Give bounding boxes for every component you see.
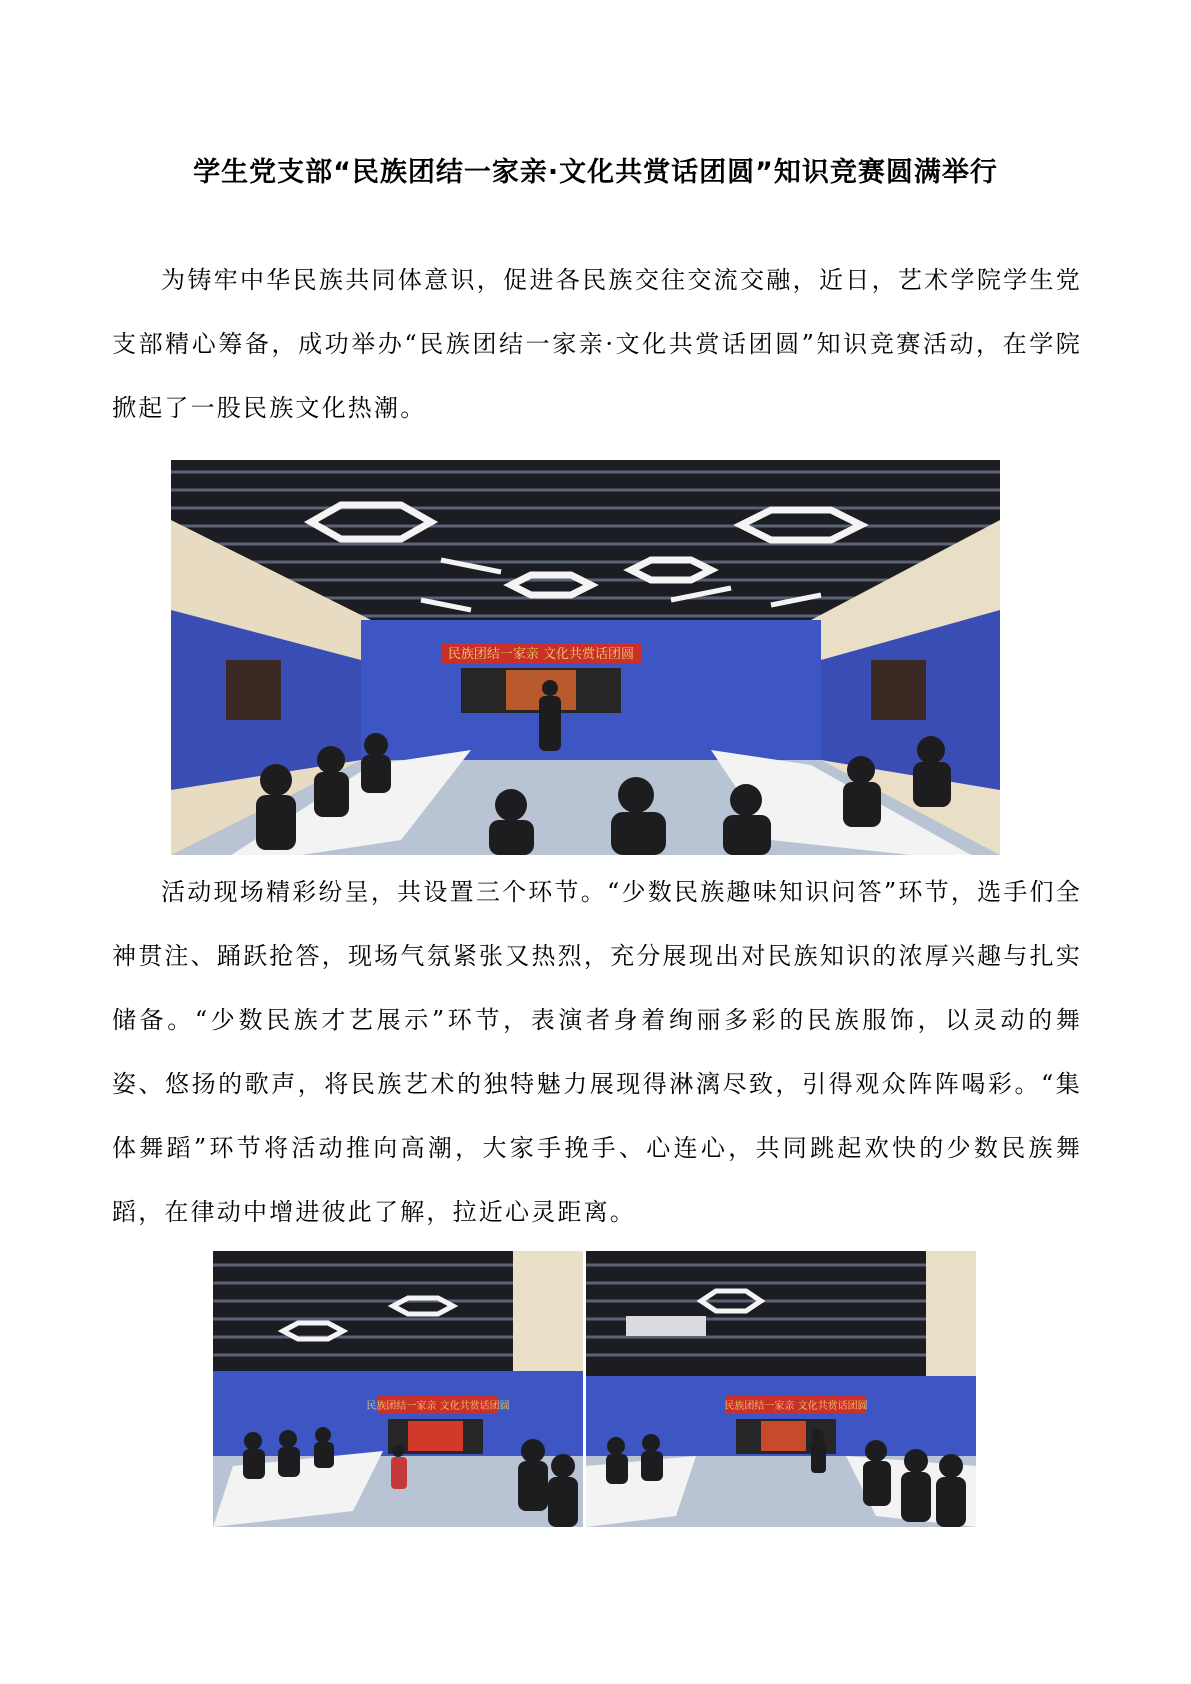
event-photo-left: [213, 1251, 583, 1527]
event-photo-right: [586, 1251, 976, 1527]
banner-text: 民族团结一家亲 文化共赏话团圆: [366, 1401, 510, 1412]
intro-paragraph: 为铸牢中华民族共同体意识，促进各民族交往交流交融，近日，艺术学院学生党支部精心筹备，成功举办“民族团结一家亲·文化共赏话团圆”知识竞赛活动，在学院掀起了一股民族文化热潮。: [112, 266, 1082, 422]
banner-text: 民族团结一家亲 文化共赏话团圆: [724, 1401, 868, 1412]
banner-text: 民族团结一家亲 文化共赏话团圆: [447, 647, 635, 662]
activity-paragraph: 活动现场精彩纷呈，共设置三个环节。“少数民族趣味知识问答”环节，选手们全神贯注、踊跃抢答，现场气氛紧张又热烈，充分展现出对民族知识的浓厚兴趣与扎实储备。“少数民族才艺展示”环节，表演者身着绚丽多彩的民族服饰，以灵动的舞姿、悠扬的歌声，将民族艺术的独特魅力展现得淋漓尽致，引得观众阵阵喝彩。“集体舞蹈”环节将活动推向高潮，大家手挽手、心连心，共同跳起欢快的少数民族舞蹈，在律动中增进彼此了解，拉近心灵距离。: [112, 878, 1082, 1226]
event-photo-main: [171, 460, 1000, 855]
article-title: 学生党支部“民族团结一家亲·文化共赏话团圆”知识竞赛圆满举行: [193, 157, 998, 188]
